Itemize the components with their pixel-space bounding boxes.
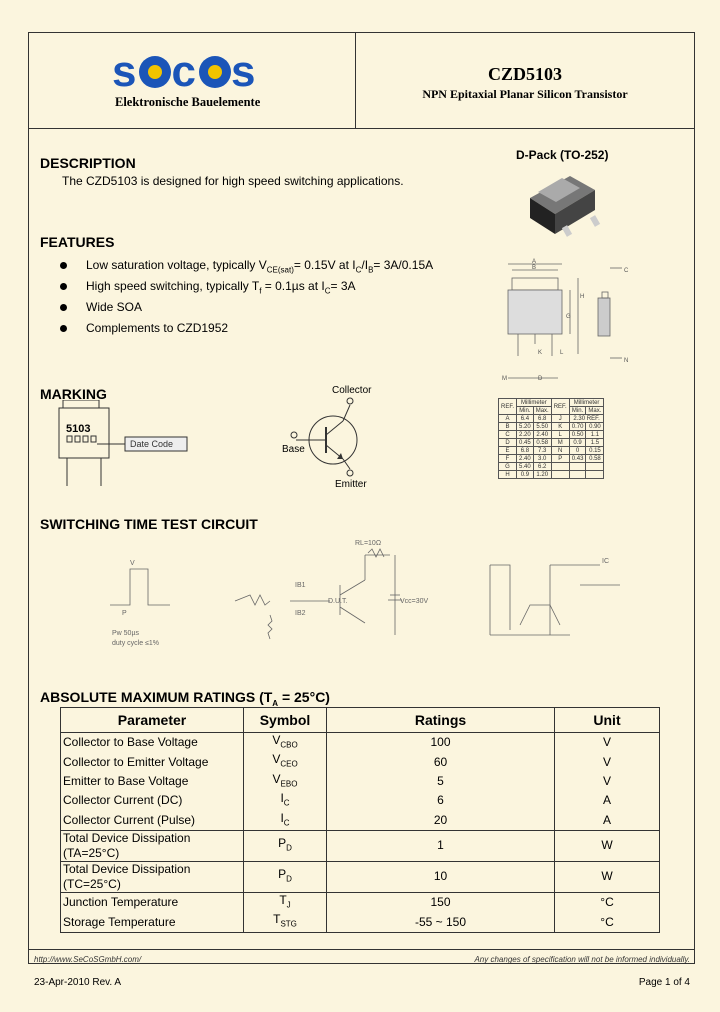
npn-symbol bbox=[288, 395, 368, 480]
svg-text:C: C bbox=[624, 268, 629, 274]
table-row: Total Device Dissipation (TC=25°C) $P_D$ 10 W bbox=[61, 861, 660, 892]
features-heading: FEATURES bbox=[40, 234, 115, 250]
rl-label: RL=10Ω bbox=[355, 540, 382, 547]
svg-text:L: L bbox=[560, 350, 564, 356]
date-code-label: Date Code bbox=[130, 439, 174, 449]
table-row: Emitter to Base Voltage $V_{EBO}$ 5 V bbox=[61, 772, 660, 791]
col-symbol: Symbol bbox=[244, 708, 327, 733]
ratings-table bbox=[60, 707, 660, 933]
collector-label: Collector bbox=[332, 385, 372, 396]
switching-circuit bbox=[100, 535, 680, 675]
description-text: The CZD5103 is designed for high speed switching applications. bbox=[62, 174, 404, 188]
header-divider bbox=[28, 128, 694, 129]
table-row: Collector to Base Voltage $V_{CBO}$ 100 V bbox=[61, 733, 660, 753]
ib2-label: IB2 bbox=[295, 610, 306, 617]
svg-text:A: A bbox=[532, 259, 537, 265]
base-label: Base bbox=[282, 444, 305, 455]
svg-text:K: K bbox=[538, 350, 543, 356]
tagline: Elektronische Bauelemente bbox=[115, 95, 261, 109]
footer-notice: Any changes of specification will not be informed individually. bbox=[474, 955, 690, 964]
table-row: Collector Current (DC) $I_C$ 6 A bbox=[61, 791, 660, 810]
col-ratings: Ratings bbox=[327, 708, 555, 733]
table-row: Collector to Emitter Voltage $V_{CEO}$ 60 V bbox=[61, 752, 660, 771]
package-title: D-Pack (TO-252) bbox=[516, 148, 609, 162]
svg-text:M: M bbox=[502, 376, 507, 382]
page-number: Page 1 of 4 bbox=[638, 977, 690, 988]
vcc-label: Vcc=30V bbox=[400, 598, 429, 605]
svg-text:H: H bbox=[580, 294, 585, 300]
table-row: Junction Temperature $T_J$ 150 °C bbox=[61, 892, 660, 912]
emitter-label: Emitter bbox=[335, 479, 367, 490]
part-number: CZD5103 bbox=[487, 64, 562, 84]
pulse-width: Pw 50µs bbox=[112, 630, 139, 637]
footer-url[interactable]: http://www.SeCoSGmbH.com/ bbox=[34, 955, 142, 964]
table-row: Total Device Dissipation (TA=25°C) $P_D$ 1 W bbox=[61, 830, 660, 861]
svg-text:N: N bbox=[624, 358, 629, 364]
dut-label: D.U.T. bbox=[328, 598, 348, 605]
svg-text:D: D bbox=[538, 376, 543, 382]
part-subtitle: NPN Epitaxial Planar Silicon Transistor bbox=[422, 87, 628, 101]
table-row: Storage Temperature $T_{STG}$ -55 ~ 150 °C bbox=[61, 912, 660, 932]
marking-code: 5103 bbox=[66, 423, 91, 435]
ic-label: IC bbox=[602, 558, 609, 565]
footer-divider bbox=[28, 949, 694, 950]
col-unit: Unit bbox=[555, 708, 660, 733]
marking-drawing bbox=[55, 400, 195, 492]
svg-text:B: B bbox=[532, 265, 537, 271]
col-parameter: Parameter bbox=[61, 708, 244, 733]
svg-text:G: G bbox=[566, 314, 571, 320]
svg-text:V: V bbox=[130, 560, 135, 567]
ratings-heading: ABSOLUTE MAXIMUM RATINGS $(T_A = 25^\circ C)$ bbox=[40, 689, 330, 708]
table-row: Collector Current (Pulse) $I_C$ 20 A bbox=[61, 811, 660, 831]
pulse-note: P bbox=[122, 610, 127, 617]
duty-cycle: duty cycle ≤1% bbox=[112, 640, 160, 647]
switching-heading: SWITCHING TIME TEST CIRCUIT bbox=[40, 516, 258, 532]
package-image bbox=[520, 168, 610, 248]
description-heading: DESCRIPTION bbox=[40, 155, 136, 171]
footer-date: 23-Apr-2010 Rev. A bbox=[34, 977, 122, 988]
secos-logo: s c s bbox=[112, 47, 259, 96]
dimension-table: REF. Millimeter REF. Millimeter Min. Max. Min. Max. A 6.4 6.8 J 2.30 REF. B 5.20 5.50 K 0.70 0.90 C 2.20 2.40 L 0.50 1.1 D 0.45 0.58 M 0.9 1.5 E 6.8 7.3 N 0 0.15 F 2.40 3.0 P 0.43 0.58 G 5.40 6.2 H 0.9 1.20 bbox=[498, 398, 604, 479]
outline-drawing bbox=[498, 258, 638, 386]
ib1-label: IB1 bbox=[295, 582, 306, 589]
marking-heading: MARKING bbox=[40, 386, 107, 402]
